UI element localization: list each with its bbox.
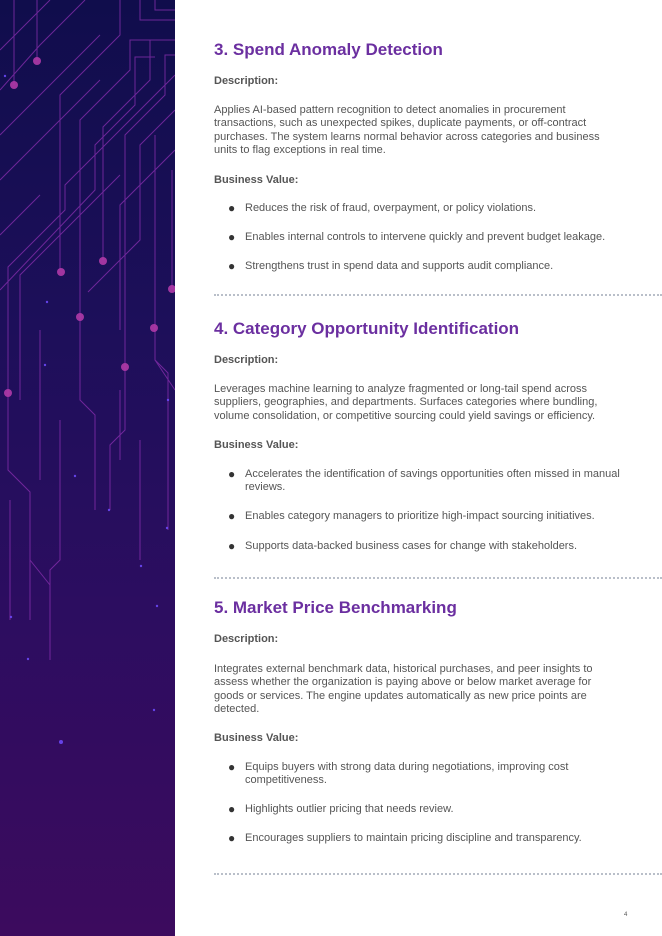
description-label: Description: [214,75,279,87]
bullet-icon: ● [228,802,236,816]
decorative-side-panel [0,0,175,936]
section-divider [214,577,662,579]
circuit-pattern-graphic [0,0,175,936]
bullet-icon: ● [228,831,236,845]
bullet-icon: ● [228,539,236,553]
business-value-label: Business Value: [214,439,299,451]
bullet-icon: ● [228,509,236,523]
bullet-icon: ● [228,201,236,215]
section-title: 4. Category Opportunity Identification [214,319,520,338]
description-label: Description: [214,633,279,645]
bullet-text: Reduces the risk of fraud, overpayment, or policy violations. [245,202,537,214]
description-text: Leverages machine learning to analyze fragmented or long-tail spend across suppliers, geographies, and departments. Surfaces categories where bundling, volume consolidation, or competitive sourcing could yield savings or efficiency. [214,383,598,422]
bullet-text: Highlights outlier pricing that needs review. [245,803,454,815]
business-value-label: Business Value: [214,732,299,744]
bullet-text: Encourages suppliers to maintain pricing discipline and transparency. [245,832,582,844]
page-number: 4 [624,912,628,918]
description-label: Description: [214,354,279,366]
section-title: 3. Spend Anomaly Detection [214,40,443,59]
bullet-text: Accelerates the identification of savings opportunities often missed in manual reviews. [245,468,620,494]
description-text: Integrates external benchmark data, historical purchases, and peer insights to assess whether the organization is paying above or below market average for goods or services. The engine updates automatically as new price points are detected. [214,663,593,716]
bullet-icon: ● [228,760,236,774]
bullet-text: Enables category managers to prioritize high-impact sourcing initiatives. [245,510,595,522]
business-value-label: Business Value: [214,174,299,186]
bullet-icon: ● [228,467,236,481]
bullet-text: Equips buyers with strong data during negotiations, improving cost competitiveness. [245,761,569,787]
bullet-text: Strengthens trust in spend data and supports audit compliance. [245,260,554,272]
section-divider [214,294,662,296]
section-title: 5. Market Price Benchmarking [214,598,457,617]
bullet-text: Supports data-backed business cases for change with stakeholders. [245,540,578,552]
bullet-icon: ● [228,259,236,273]
bullet-icon: ● [228,230,236,244]
description-text: Applies AI-based pattern recognition to detect anomalies in procurement transactions, such as unexpected spikes, duplicate payments, or off-contract purchases. The system learns normal behavior across categories and business units to flag exceptions in real time. [214,104,600,157]
section-divider [214,873,662,875]
bullet-text: Enables internal controls to intervene quickly and prevent budget leakage. [245,231,606,243]
